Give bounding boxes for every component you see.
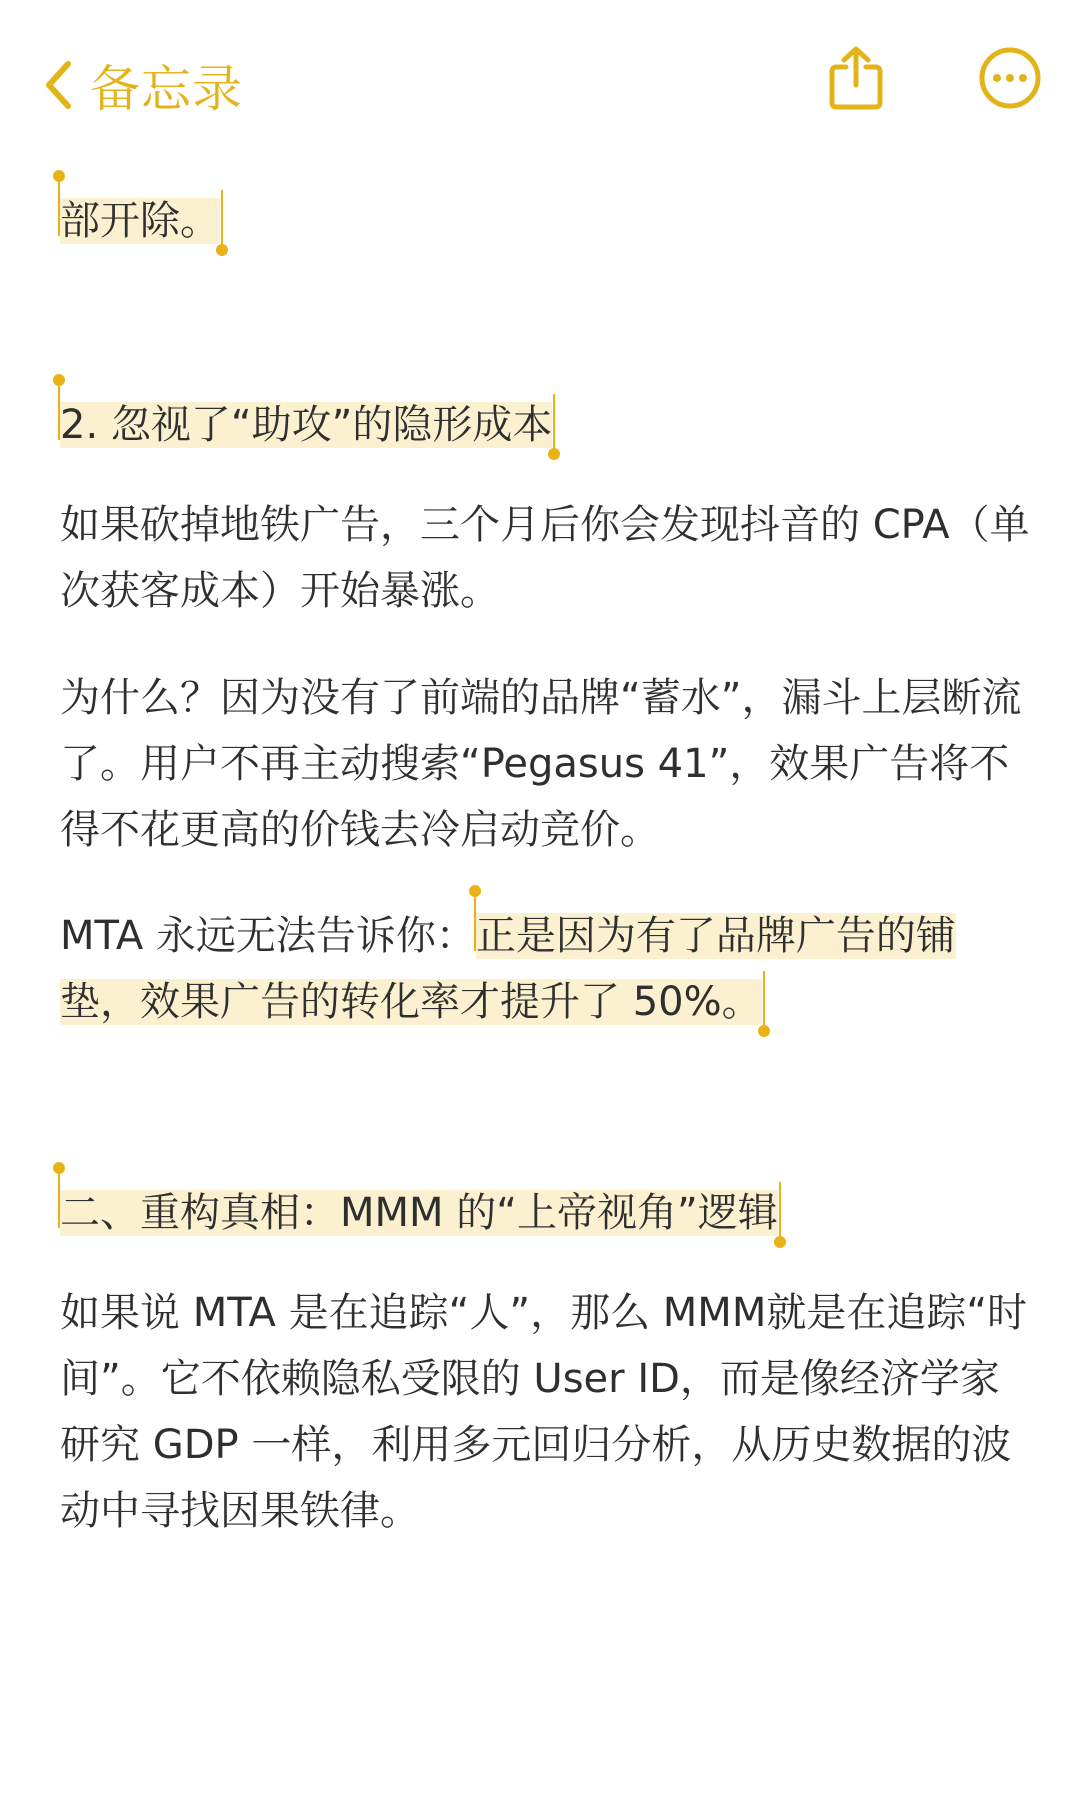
- share-button[interactable]: [816, 40, 896, 120]
- paragraph-text: MTA 永远无法告诉你：: [60, 913, 476, 959]
- paragraph[interactable]: [60, 903, 1030, 1035]
- selected-heading-text: 2. 忽视了“助攻”的隐形成本: [60, 402, 553, 448]
- section-heading[interactable]: [60, 392, 552, 458]
- selected-heading-text: 二、重构真相：MMM 的“上帝视角”逻辑: [60, 1190, 778, 1236]
- chevron-left-icon: [44, 60, 72, 110]
- text-block-fragment[interactable]: [60, 188, 220, 254]
- share-icon: [828, 45, 884, 115]
- paragraph[interactable]: 为什么？因为没有了前端的品牌“蓄水”，漏斗上层断流了。用户不再主动搜索“Pegasus 41”，效果广告将不得不花更高的价钱去冷启动竞价。: [60, 675, 1022, 853]
- selected-text: 正是因为有了品牌广告的铺垫，效果广告的转化率才提升了 50%。: [60, 913, 956, 1025]
- more-options-button[interactable]: [970, 40, 1050, 120]
- back-button[interactable]: [44, 50, 243, 120]
- ellipsis-circle-icon: [978, 46, 1042, 114]
- selected-text: 部开除。: [60, 198, 220, 244]
- section-heading[interactable]: [60, 1180, 778, 1246]
- navigation-bar: [0, 0, 1080, 170]
- back-label: 备忘录: [90, 60, 243, 118]
- paragraph[interactable]: 如果砍掉地铁广告，三个月后你会发现抖音的 CPA（单次获客成本）开始暴涨。: [60, 502, 1030, 614]
- paragraph[interactable]: 如果说 MTA 是在追踪“人”，那么 MMM就是在追踪“时间”。它不依赖隐私受限的 User ID，而是像经济学家研究 GDP 一样，利用多元回归分析，从历史数据的波动中寻找因果铁律。: [60, 1290, 1028, 1534]
